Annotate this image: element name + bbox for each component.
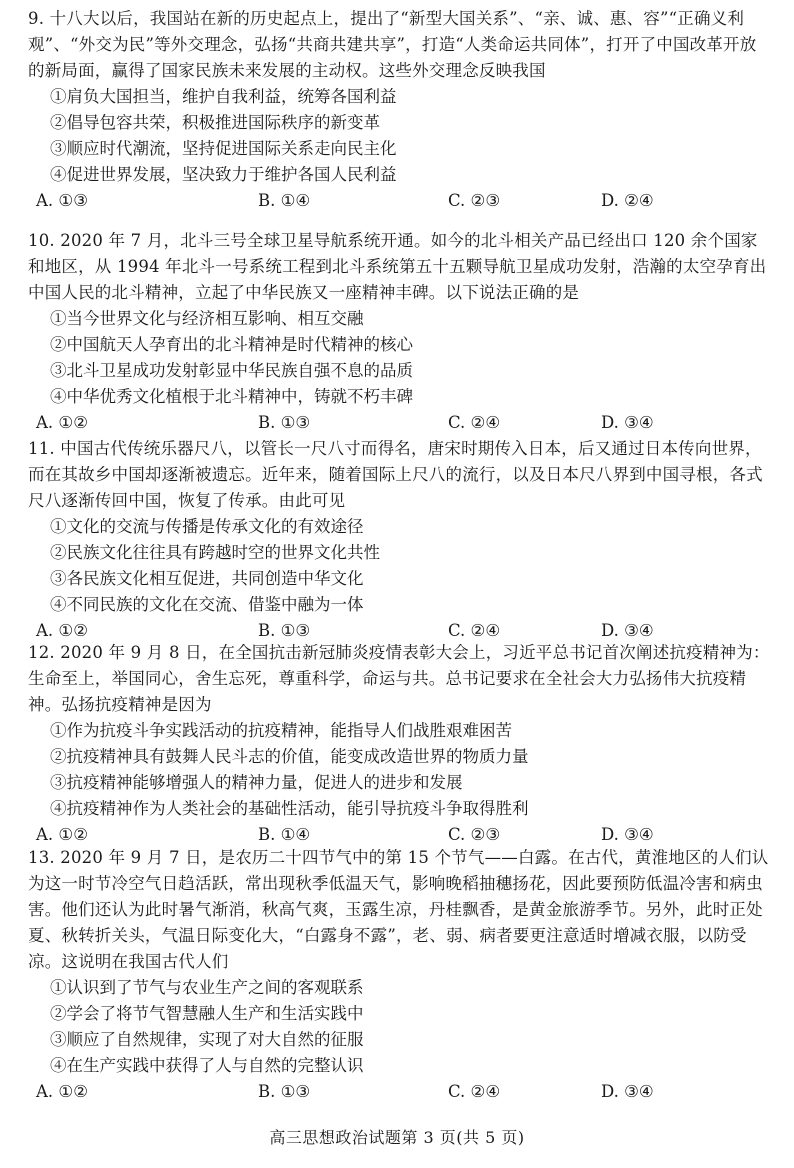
choice-d: D. ③④ bbox=[601, 621, 654, 640]
choice-b: B. ①④ bbox=[258, 191, 311, 210]
choice-c: C. ②③ bbox=[448, 191, 501, 210]
choice-c: C. ②③ bbox=[448, 825, 501, 844]
choice-c: C. ②④ bbox=[448, 1082, 501, 1101]
choice-b: B. ①④ bbox=[258, 825, 311, 844]
choice-d: D. ③④ bbox=[601, 1082, 654, 1101]
statement-option: ④中华优秀文化植根于北斗精神中，铸就不朽丰碑 bbox=[50, 387, 413, 406]
page-footer: 高三思想政治试题第 3 页(共 5 页) bbox=[269, 1128, 525, 1147]
statement-option: ①作为抗疫斗争实践活动的抗疫精神，能指导人们战胜艰难困苦 bbox=[50, 721, 512, 740]
choice-d: D. ②④ bbox=[601, 191, 654, 210]
question-stem: 12. 2020 年 9 月 8 日，在全国抗击新冠肺炎疫情表彰大会上，习近平总书记首次阐述抗疫精神为：生命至上，举国同心，舍生忘死，尊重科学，命运与共。总书记要求在全社会大力弘扬伟大抗疫精神。弘扬抗疫精神是因为 bbox=[28, 643, 770, 714]
statement-option: ②倡导包容共荣，积极推进国际秩序的新变革 bbox=[50, 113, 380, 132]
statement-option: ①肩负大国担当，维护自我利益，统筹各国利益 bbox=[50, 87, 397, 106]
answer-choices bbox=[36, 188, 773, 214]
choice-a: A. ①② bbox=[36, 413, 88, 432]
statement-option: ③各民族文化相互促进，共同创造中华文化 bbox=[50, 569, 364, 588]
choice-c: C. ②④ bbox=[448, 413, 501, 432]
statement-option: ④抗疫精神作为人类社会的基础性活动，能引导抗疫斗争取得胜利 bbox=[50, 799, 529, 818]
statement-option: ①认识到了节气与农业生产之间的客观联系 bbox=[50, 978, 364, 997]
question-9 bbox=[28, 6, 773, 214]
choice-d: D. ③④ bbox=[601, 413, 654, 432]
choice-a: A. ①② bbox=[36, 1082, 88, 1101]
question-stem: 11. 中国古代传统乐器尺八，以管长一尺八寸而得名，唐宋时期传入日本，后又通过日本传向世界，而在其故乡中国却逐渐被遗忘。近年来，随着国际上尺八的流行，以及日本尺八界到中国寻根，各式尺八逐渐传回中国，恢复了传承。由此可见 bbox=[28, 439, 763, 510]
statement-option: ④在生产实践中获得了人与自然的完整认识 bbox=[50, 1056, 364, 1075]
question-11 bbox=[28, 436, 773, 644]
choice-a: A. ①② bbox=[36, 621, 88, 640]
statement-option: ③北斗卫星成功发射彰显中华民族自强不息的品质 bbox=[50, 361, 413, 380]
choice-b: B. ①③ bbox=[258, 621, 311, 640]
question-stem: 13. 2020 年 9 月 7 日，是农历二十四节气中的第 15 个节气——白露。在古代，黄淮地区的人们认为这一时节冷空气日趋活跃，常出现秋季低温天气，影响晚稻抽穗扬花，因此要预防低温冷害和病虫害。他们还认为此时暑气渐消，秋高气爽，玉露生凉，丹桂飘香，是黄金旅游季节。另外，此时正处夏、秋转折关头，气温日际变化大，“白露身不露”，老、弱、病者要更注意适时增减衣服，以防受凉。这说明在我国古代人们 bbox=[28, 848, 769, 971]
question-10 bbox=[28, 228, 773, 436]
statement-option: ②民族文化往往具有跨越时空的世界文化共性 bbox=[50, 543, 380, 562]
statement-option: ④促进世界发展，坚决致力于维护各国人民利益 bbox=[50, 165, 397, 184]
question-13 bbox=[28, 845, 773, 1105]
question-12 bbox=[28, 640, 773, 848]
answer-choices bbox=[36, 410, 773, 436]
statement-option: ③顺应了自然规律，实现了对大自然的征服 bbox=[50, 1030, 364, 1049]
choice-b: B. ①③ bbox=[258, 413, 311, 432]
question-stem: 10. 2020 年 7 月，北斗三号全球卫星导航系统开通。如今的北斗相关产品已经出口 120 余个国家和地区，从 1994 年北斗一号系统工程到北斗系统第五十五颗导航卫星成功发射，浩瀚的太空孕育出中国人民的北斗精神，立起了中华民族又一座精神丰碑。以下说法正确的是 bbox=[28, 231, 767, 302]
question-stem: 9. 十八大以后，我国站在新的历史起点上，提出了“新型大国关系”、“亲、诚、惠、容”“正确义利观”、“外交为民”等外交理念，弘扬“共商共建共享”，打造“人类命运共同体”，打开了中国改革开放的新局面，赢得了国家民族未来发展的主动权。这些外交理念反映我国 bbox=[28, 9, 757, 80]
statement-option: ③顺应时代潮流，坚持促进国际关系走向民主化 bbox=[50, 139, 397, 158]
statement-option: ①当今世界文化与经济相互影响、相互交融 bbox=[50, 309, 364, 328]
choice-d: D. ③④ bbox=[601, 825, 654, 844]
statement-option: ①文化的交流与传播是传承文化的有效途径 bbox=[50, 517, 364, 536]
statement-option: ②抗疫精神具有鼓舞人民斗志的价值，能变成改造世界的物质力量 bbox=[50, 747, 529, 766]
choice-a: A. ①③ bbox=[36, 191, 88, 210]
statement-option: ③抗疫精神能够增强人的精神力量，促进人的进步和发展 bbox=[50, 773, 463, 792]
statement-option: ②中国航天人孕育出的北斗精神是时代精神的核心 bbox=[50, 335, 413, 354]
choice-c: C. ②④ bbox=[448, 621, 501, 640]
answer-choices bbox=[36, 1079, 773, 1105]
statement-option: ②学会了将节气智慧融人生产和生活实践中 bbox=[50, 1004, 364, 1023]
choice-b: B. ①③ bbox=[258, 1082, 311, 1101]
choice-a: A. ①② bbox=[36, 825, 88, 844]
statement-option: ④不同民族的文化在交流、借鉴中融为一体 bbox=[50, 595, 364, 614]
